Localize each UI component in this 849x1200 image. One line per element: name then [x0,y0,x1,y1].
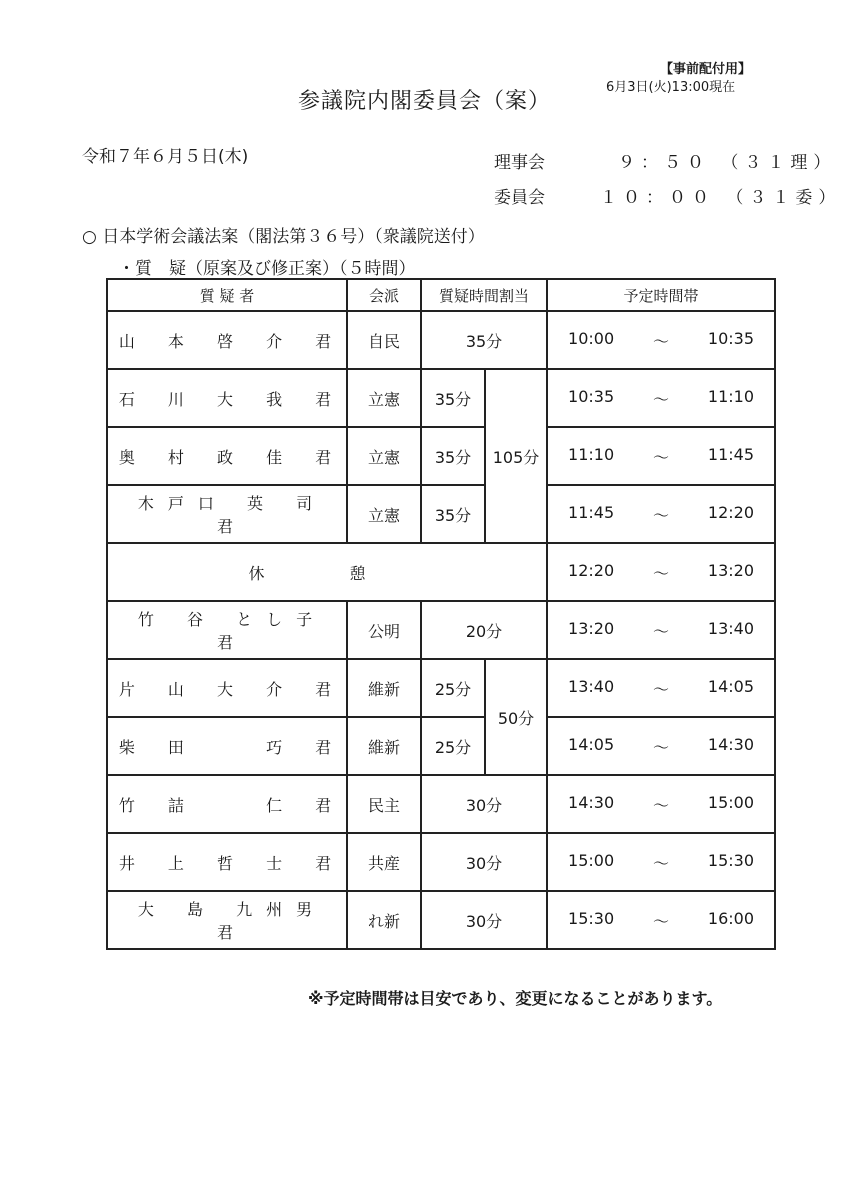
questioner-name: 山 本 啓 介 君 [107,311,347,369]
questioner-name: 奥 村 政 佳 君 [107,427,347,485]
questioner-name: 柴 田 巧 君 [107,717,347,775]
party: 自民 [347,311,421,369]
time-slot: 11:45 ～ 12:20 [547,485,775,543]
party: 公明 [347,601,421,659]
allocated-time: 30分 [421,833,547,891]
allocated-time: 35分 [421,485,485,543]
rikken-total-time: 105分 [485,369,547,543]
party: 維新 [347,717,421,775]
table-row [107,601,775,659]
time-slot: 13:20 ～ 13:40 [547,601,775,659]
questioner-table [106,278,776,950]
page-title: 参議院内閣委員会（案） [298,89,552,114]
allocated-time: 25分 [421,659,485,717]
time-slot: 13:40 ～ 14:05 [547,659,775,717]
allocated-time: 20分 [421,601,547,659]
table-row [107,369,775,427]
time-slot: 11:10 ～ 11:45 [547,427,775,485]
meeting-date: 令和７年６月５日(木) [82,147,249,167]
table-row [107,891,775,949]
allocated-time: 30分 [421,891,547,949]
footnote: ※予定時間帯は目安であり、変更になることがあります。 [308,989,723,1008]
table-row [107,659,775,717]
session-subtitle: ・質 疑（原案及び修正案）（５時間） [118,259,416,279]
ishin-total-time: 50分 [485,659,547,775]
bill-title: ○ 日本学術会議法案（閣法第３６号）（衆議院送付） [82,227,485,247]
time-slot: 12:20 ～ 13:20 [547,543,775,601]
schedule-value-riji: ９：５０ （３１理） [618,153,837,173]
schedule-value-iin: １０：００ （３１委） [600,188,842,208]
party: 立憲 [347,369,421,427]
questioner-name: 竹 谷 とし子 君 [107,601,347,659]
header-party: 会派 [347,279,421,311]
table-row [107,717,775,775]
header-allocation: 質疑時間割当 [421,279,547,311]
time-slot: 10:35 ～ 11:10 [547,369,775,427]
header-questioner: 質 疑 者 [107,279,347,311]
time-slot: 10:00 ～ 10:35 [547,311,775,369]
table-row [107,485,775,543]
break-row [107,543,775,601]
party: 立憲 [347,485,421,543]
questioner-name: 竹 詰 仁 君 [107,775,347,833]
allocated-time: 30分 [421,775,547,833]
table-row [107,311,775,369]
schedule-label-iin: 委員会 [494,188,545,208]
as-of-timestamp: 6月3日(火)13:00現在 [606,80,736,95]
questioner-name: 大 島 九州男 君 [107,891,347,949]
time-slot: 15:00 ～ 15:30 [547,833,775,891]
allocated-time: 25分 [421,717,485,775]
party: 立憲 [347,427,421,485]
header-slot: 予定時間帯 [547,279,775,311]
break-label: 休 憩 [107,543,547,601]
party: 共産 [347,833,421,891]
distribution-tag: 【事前配付用】 [660,62,752,77]
allocated-time: 35分 [421,311,547,369]
schedule-label-riji: 理事会 [494,153,545,173]
questioner-name: 石 川 大 我 君 [107,369,347,427]
table-row [107,833,775,891]
table-row [107,775,775,833]
party: 民主 [347,775,421,833]
allocated-time: 35分 [421,427,485,485]
time-slot: 14:05 ～ 14:30 [547,717,775,775]
questioner-name: 片 山 大 介 君 [107,659,347,717]
questioner-name: 木戸口 英 司 君 [107,485,347,543]
time-slot: 14:30 ～ 15:00 [547,775,775,833]
party: れ新 [347,891,421,949]
party: 維新 [347,659,421,717]
table-row [107,427,775,485]
questioner-name: 井 上 哲 士 君 [107,833,347,891]
allocated-time: 35分 [421,369,485,427]
time-slot: 15:30 ～ 16:00 [547,891,775,949]
